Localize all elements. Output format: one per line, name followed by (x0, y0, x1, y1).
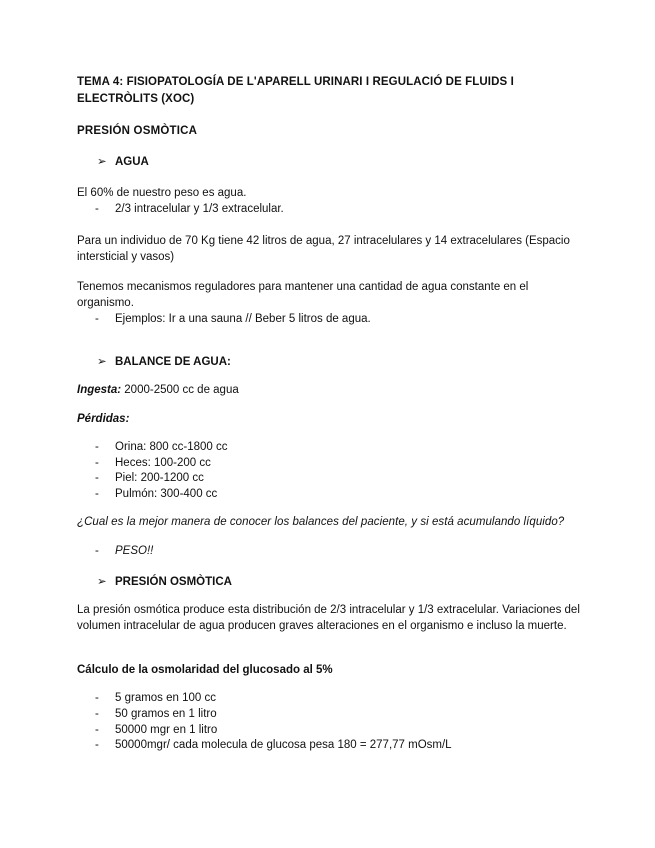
subheading-balance-de-agua (97, 354, 231, 370)
balance-question: ¿Cual es la mejor manera de conocer los balances del paciente, y si está acumulando líquido? (77, 516, 565, 528)
list-item (95, 455, 211, 471)
dash-bullet: - (95, 692, 99, 704)
dash-bullet: - (95, 739, 99, 751)
dash-bullet: - (95, 457, 99, 469)
list-item-text: 50000mgr/ cada molecula de glucosa pesa 180 = 277,77 mOsm/L (115, 739, 452, 751)
list-item (95, 690, 216, 706)
subheading-agua-label: AGUA (115, 156, 149, 168)
list-item (95, 543, 153, 559)
dash-bullet: - (95, 545, 99, 557)
dash-bullet: - (95, 724, 99, 736)
list-item-text: 50000 mgr en 1 litro (115, 724, 218, 736)
list-item (95, 311, 371, 327)
perdidas-label: Pérdidas: (77, 413, 130, 425)
balance-answer: PESO!! (115, 545, 154, 557)
list-item (95, 201, 284, 217)
dash-bullet: - (95, 472, 99, 484)
arrow-bullet-icon: ➢ (97, 356, 107, 368)
list-item-text: Orina: 800 cc-1800 cc (115, 441, 228, 453)
list-item (95, 486, 217, 502)
dash-bullet: - (95, 708, 99, 720)
subheading-presion-label: PRESIÓN OSMÒTICA (115, 576, 232, 588)
subheading-balance-label: BALANCE DE AGUA: (115, 356, 231, 368)
list-item-text: 50 gramos en 1 litro (115, 708, 217, 720)
arrow-bullet-icon: ➢ (97, 576, 107, 588)
subheading-presion-osmotica (97, 574, 232, 590)
ingesta-line (77, 382, 239, 398)
list-item-text: Piel: 200-1200 cc (115, 472, 204, 484)
dash-bullet: - (95, 313, 99, 325)
list-item-text: Ejemplos: Ir a una sauna // Beber 5 litros de agua. (115, 313, 371, 325)
list-item-text: 5 gramos en 100 cc (115, 692, 217, 704)
list-item (95, 439, 228, 455)
list-item-text: Heces: 100-200 cc (115, 457, 211, 469)
ingesta-value: 2000-2500 cc de agua (121, 384, 239, 396)
subheading-agua (97, 154, 149, 170)
arrow-bullet-icon: ➢ (97, 156, 107, 168)
dash-bullet: - (95, 488, 99, 500)
agua-paragraph-2: Para un individuo de 70 Kg tiene 42 litros de agua, 27 intracelulares y 14 extracelulares (Espacio intersticial y vasos) (77, 235, 570, 263)
calculo-heading: Cálculo de la osmolaridad del glucosado al 5% (77, 664, 333, 676)
list-item (95, 737, 452, 753)
list-item-text: 2/3 intracelular y 1/3 extracelular. (115, 203, 284, 215)
agua-paragraph-3: Tenemos mecanismos reguladores para mantener una cantidad de agua constante en el organismo. (77, 281, 529, 309)
agua-line-1: El 60% de nuestro peso es agua. (77, 187, 247, 199)
list-item (95, 706, 217, 722)
list-item-text: Pulmón: 300-400 cc (115, 488, 218, 500)
document-title: TEMA 4: FISIOPATOLOGÍA DE L'APARELL URINARI I REGULACIÓ DE FLUIDS I ELECTRÒLITS (XOC) (77, 76, 514, 105)
list-item (95, 722, 217, 738)
dash-bullet: - (95, 441, 99, 453)
dash-bullet: - (95, 203, 99, 215)
ingesta-label: Ingesta: (77, 384, 122, 396)
list-item (95, 470, 204, 486)
presion-paragraph: La presión osmótica produce esta distribución de 2/3 intracelular y 1/3 extracelular. Variaciones del volumen intracelular de agua producen graves alteraciones en el organismo e incluso la muerte. (77, 604, 580, 632)
section-heading-presion-osmotica: PRESIÓN OSMÒTICA (77, 125, 198, 137)
